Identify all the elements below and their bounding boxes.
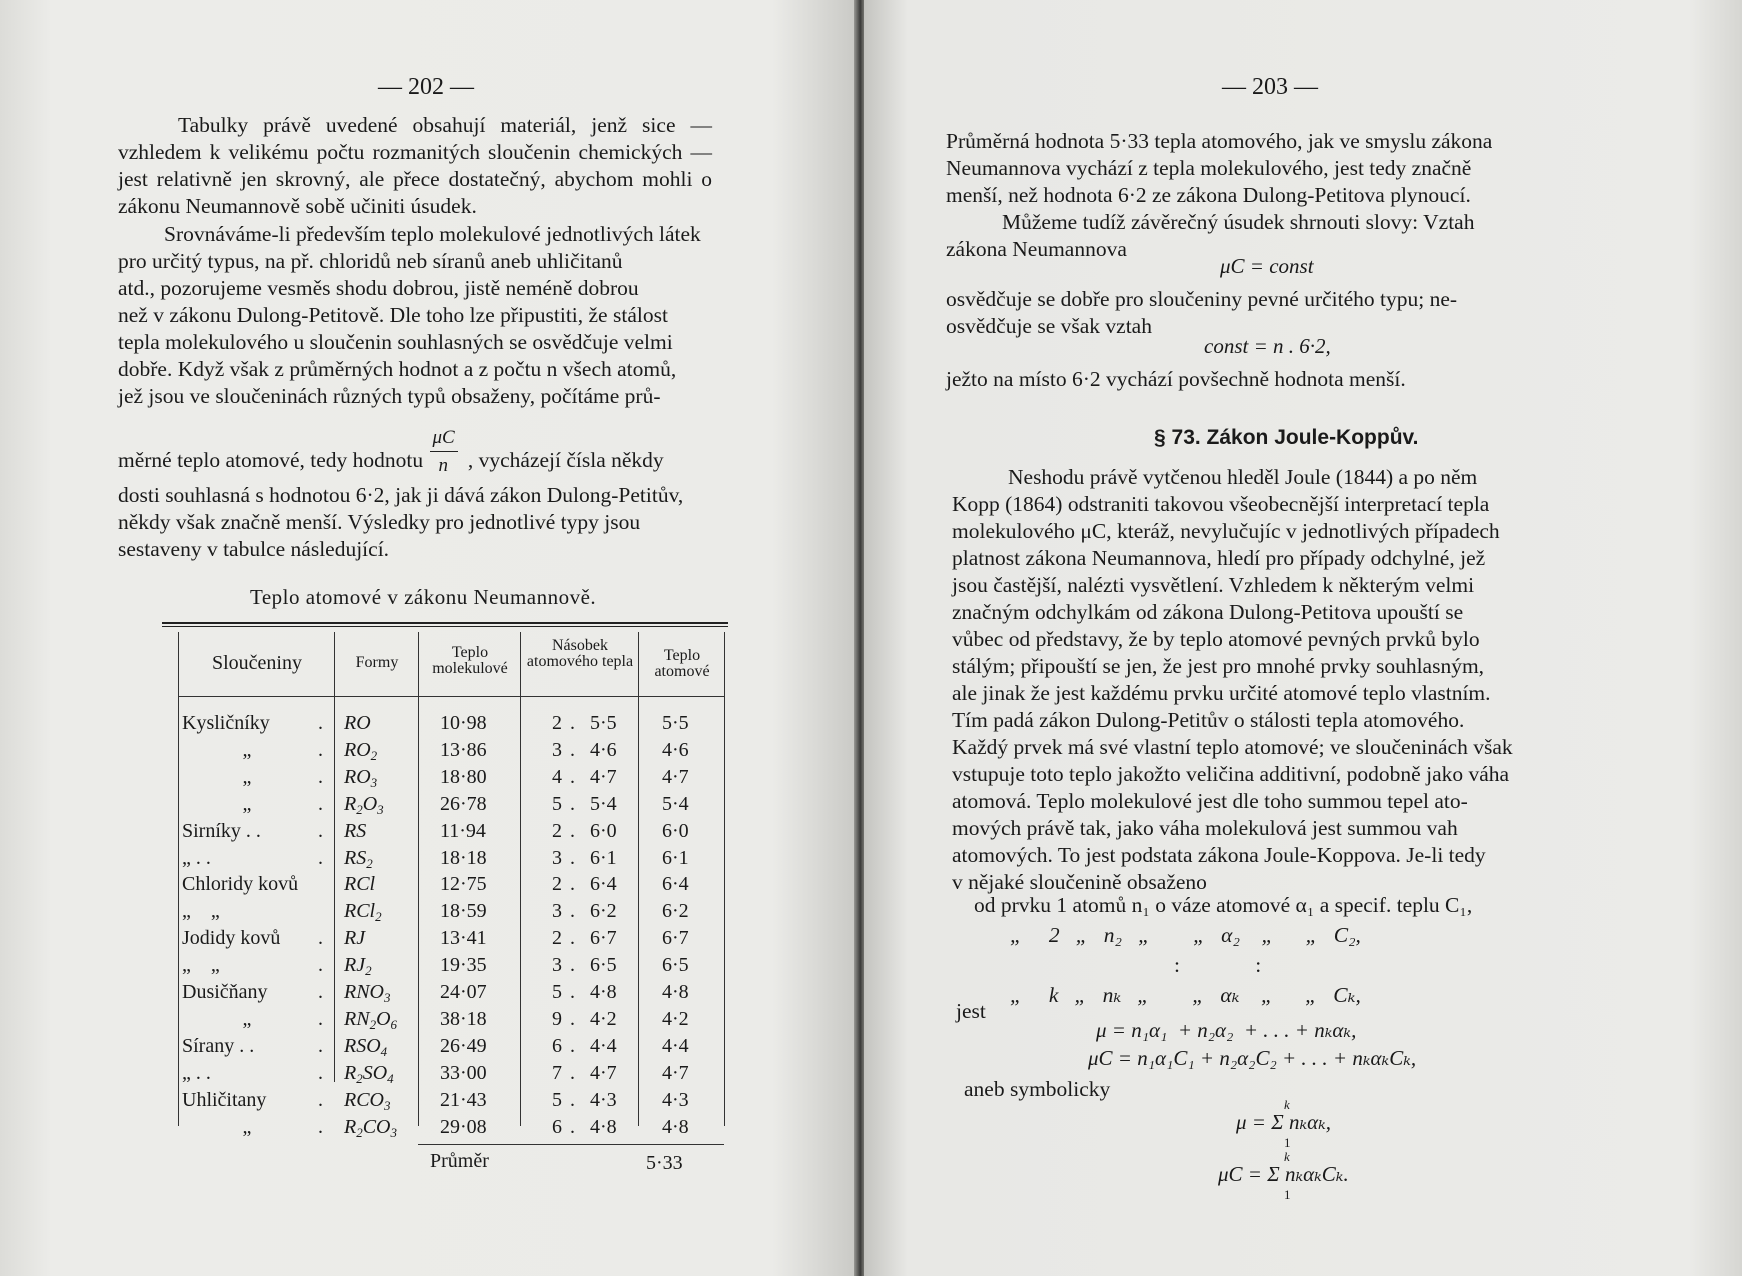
section-heading: § 73. Zákon Joule-Koppův.: [1154, 426, 1419, 449]
table-cell-multiplier: 4·7: [590, 1061, 617, 1084]
table-cell-atomic-heat: 4·4: [662, 1034, 689, 1057]
table-cell-multiplier: 6·7: [590, 927, 617, 950]
list-dots: : :: [1174, 953, 1262, 977]
table-cell-multiplier-n: 3: [552, 846, 562, 869]
paragraph: [118, 482, 712, 563]
table-cell-multiplier-n: 3: [552, 954, 562, 977]
paragraph: [952, 464, 1548, 896]
table-cell-compound: „: [242, 1115, 252, 1138]
table-cell-multiplier: 4·2: [590, 1007, 617, 1030]
table-border: [520, 632, 521, 1126]
text-line: dobře. Když však z průměrných hodnot a z počtu n všech atomů,: [118, 357, 677, 381]
table-cell-dot: .: [318, 712, 323, 734]
table-cell-molecular-heat: 13·86: [440, 738, 487, 761]
table-cell-compound: „: [242, 738, 252, 761]
table-cell-molecular-heat: 13·41: [440, 927, 487, 950]
table-cell-atomic-heat: 4·2: [662, 1007, 689, 1030]
table-cell-sep: .: [570, 954, 575, 977]
table-header: Formy: [355, 654, 399, 671]
table-cell-multiplier: 6·4: [590, 873, 617, 896]
text-line: někdy však značně menší. Výsledky pro jednotlivé typy jsou: [118, 510, 641, 534]
table-cell-multiplier: 4·4: [590, 1034, 617, 1057]
text-line: vstupuje toto teplo jakožto veličina additivní, podobně jako váha: [952, 762, 1510, 786]
text-line: molekulového μC, kteráž, nevylučujíc v jednotlivých případech: [952, 519, 1500, 543]
text-line: ale jinak že jest každému prvku určité atomové teplo vlastním.: [952, 681, 1491, 705]
table-cell-sep: .: [570, 1034, 575, 1057]
table-cell-sep: .: [570, 712, 575, 734]
table-cell-molecular-heat: 29·08: [440, 1115, 487, 1138]
table-cell-molecular-heat: 18·59: [440, 900, 487, 923]
text-line: stálým; připouští se jen, že jest pro mnohé prvky souhlasným,: [952, 654, 1485, 678]
table-cell-compound: Sirníky . .: [182, 819, 261, 842]
text-line: Tím padá zákon Dulong-Petitův o stálosti tepla atomového.: [952, 708, 1465, 732]
table-cell-dot: .: [318, 1007, 323, 1030]
text-line: v nějaké sloučenině obsaženo: [952, 870, 1207, 894]
table-cell-sep: .: [570, 846, 575, 869]
table-cell-multiplier: 6·1: [590, 846, 617, 869]
table-cell-compound: „: [242, 1007, 252, 1030]
sum-limit: k: [1284, 1149, 1290, 1164]
table-cell-molecular-heat: 11·94: [440, 819, 486, 842]
list-line: „ k „ nₖ „ „ αₖ „ „ Cₖ,: [1010, 983, 1361, 1007]
table-cell-atomic-heat: 4·6: [662, 738, 689, 761]
fraction-numerator: μC: [432, 427, 455, 448]
table-cell-compound: „ . .: [182, 846, 211, 869]
table-cell-dot: .: [318, 846, 323, 869]
table-cell-form: $R_2CO_3$: [344, 1115, 398, 1140]
text-line: Průměrná hodnota 5·33 tepla atomového, jak ve smyslu zákona: [946, 129, 1493, 153]
table-cell-sep: .: [570, 873, 575, 896]
left-page: [0, 0, 858, 1276]
table-cell-sep: .: [570, 1115, 575, 1138]
table-cell-multiplier-n: 2: [552, 873, 562, 896]
list-line: „ 2 „ n₂ „ „ α₂ „ „ C₂,: [1010, 923, 1361, 947]
table-cell-dot: .: [318, 765, 323, 788]
text-line: osvědčuje se dobře pro sloučeniny pevné určitého typu; ne-: [946, 287, 1458, 311]
text-line: ježto na místo 6·2 vychází povšechně hodnota menší.: [946, 367, 1406, 391]
table-cell-dot: .: [318, 819, 323, 842]
table-cell-molecular-heat: 18·18: [440, 846, 487, 869]
text-line: sestaveny v tabulce následující.: [118, 537, 390, 561]
table-cell-atomic-heat: 4·8: [662, 981, 689, 1003]
sum-limit: 1: [1284, 1135, 1291, 1150]
table-cell-sep: .: [570, 1061, 575, 1084]
table-cell-compound: Chloridy kovů: [182, 873, 299, 896]
table-cell-multiplier: 4·8: [590, 981, 617, 1003]
table-cell-form: RO: [344, 712, 371, 734]
table-cell-dot: .: [318, 1115, 323, 1138]
text-line: tepla molekulového u sloučenin souhlasných se osvědčuje velmi: [118, 330, 673, 354]
table-cell-form: RS: [344, 819, 367, 842]
paragraph: [946, 286, 1538, 340]
table-cell-multiplier-n: 2: [552, 819, 562, 842]
table-header: Teplo atomové: [654, 647, 710, 680]
text-line: menší, než hodnota 6·2 ze zákona Dulong-Petitova plynoucí.: [946, 183, 1471, 207]
table-border: [724, 632, 725, 1126]
text-line: atomových. To jest podstata zákona Joule-Koppova. Je-li tedy: [952, 843, 1486, 867]
table-cell-molecular-heat: 18·80: [440, 765, 487, 788]
sum-limit: k: [1284, 1097, 1290, 1112]
table-cell-dot: .: [318, 1088, 323, 1111]
table-cell-multiplier-n: 9: [552, 1007, 562, 1030]
text-line: Neumannova vychází z tepla molekulového, jest tedy značně: [946, 156, 1472, 180]
table-cell-dot: .: [318, 927, 323, 950]
table-cell-multiplier-n: 7: [552, 1061, 562, 1084]
table-cell-sep: .: [570, 1007, 575, 1030]
table-cell-atomic-heat: 4·3: [662, 1088, 689, 1111]
table-cell-compound: „: [242, 792, 252, 815]
table-header: Teplo molekulové: [432, 644, 508, 677]
text-line: pro určitý typus, na př. chloridů neb síranů aneb uhličitanů: [118, 249, 623, 273]
table-cell-multiplier: 6·0: [590, 819, 617, 842]
text-line: Srovnáváme-li především teplo molekulové jednotlivých látek: [164, 222, 701, 246]
text-line: jsou častější, nalézti vysvětlení. Vzhledem k některým velmi: [952, 573, 1475, 597]
table-cell-atomic-heat: 4·7: [662, 1061, 689, 1084]
table-cell-form: $R_2SO_4$: [344, 1061, 394, 1086]
table-cell-atomic-heat: 6·7: [662, 927, 689, 950]
table-header: Násobek atomového tepla: [526, 637, 634, 670]
label: jest: [956, 999, 986, 1023]
text-line: Kopp (1864) odstraniti takovou všeobecnější interpretací tepla: [952, 492, 1490, 516]
table-cell-atomic-heat: 4·7: [662, 765, 689, 788]
table-cell-multiplier-n: 5: [552, 792, 562, 815]
table-cell-form: $RS_2$: [344, 846, 373, 871]
table-cell-multiplier-n: 3: [552, 900, 562, 923]
table-cell-form: $RNO_3$: [344, 981, 391, 1005]
table-cell-form: $RSO_4$: [344, 1034, 388, 1059]
text-line: dosti souhlasná s hodnotou 6·2, jak ji dává zákon Dulong-Petitův,: [118, 483, 684, 507]
table-cell-compound: Jodidy kovů: [182, 927, 281, 950]
table-cell-multiplier-n: 6: [552, 1034, 562, 1057]
table-cell-form: RCl$_2$: [344, 900, 382, 925]
table-cell-molecular-heat: 38·18: [440, 1007, 487, 1030]
table-header-rule: [178, 696, 724, 697]
table-cell-multiplier-n: 5: [552, 981, 562, 1003]
table-cell-sep: .: [570, 819, 575, 842]
table-cell-form: $RN_2O_6$: [344, 1007, 398, 1032]
table-cell-compound: „ „: [182, 900, 220, 923]
table-cell-atomic-heat: 6·4: [662, 873, 689, 896]
table-cell-multiplier-n: 2: [552, 927, 562, 950]
table-cell-form: $RJ_2$: [344, 954, 372, 979]
table-cell-molecular-heat: 12·75: [440, 873, 487, 896]
table-cell-multiplier-n: 4: [552, 765, 562, 788]
page-number: — 202 —: [378, 74, 474, 100]
table-border: [418, 632, 419, 1126]
table-cell-sep: .: [570, 900, 575, 923]
page-number: — 203 —: [1222, 74, 1318, 100]
table-cell-dot: .: [318, 1034, 323, 1057]
right-page: [864, 0, 1742, 1276]
table-cell-atomic-heat: 6·1: [662, 846, 689, 869]
table-border: [638, 632, 639, 1126]
text-line: , vycházejí čísla někdy: [467, 448, 664, 472]
table-cell-multiplier-n: 6: [552, 1115, 562, 1138]
table-cell-molecular-heat: 26·49: [440, 1034, 487, 1057]
table-cell-compound: Kysličníky: [182, 712, 270, 734]
text-line: vůbec od představy, že by teplo atomové pevných prvků bylo: [952, 627, 1480, 651]
table-cell-atomic-heat: 4·8: [662, 1115, 689, 1138]
fraction-denominator: n: [438, 455, 448, 476]
paragraph: [118, 221, 712, 410]
table-cell-multiplier-n: 3: [552, 738, 562, 761]
equation: μC = n₁α₁C₁ + n₂α₂C₂ + . . . + nₖαₖCₖ,: [1088, 1046, 1417, 1070]
table-cell-compound: Uhličitany: [182, 1088, 267, 1111]
text-line: značným odchylkám od zákona Dulong-Petitova upouští se: [952, 600, 1464, 624]
table-header: Sloučeniny: [212, 652, 302, 674]
table-cell-sep: .: [570, 792, 575, 815]
table-cell-molecular-heat: 10·98: [440, 712, 487, 734]
table-cell-sep: .: [570, 927, 575, 950]
table-cell-atomic-heat: 6·0: [662, 819, 689, 842]
table-cell-form: $RO_2$: [344, 738, 378, 763]
table-cell-molecular-heat: 19·35: [440, 954, 487, 977]
table-cell-form: $RO_3$: [344, 765, 378, 790]
paragraph: [946, 128, 1538, 263]
table-cell-dot: .: [318, 981, 323, 1003]
table-cell-compound: „: [242, 765, 252, 788]
table-cell-multiplier: 5·4: [590, 792, 617, 815]
table-cell-dot: .: [318, 1061, 323, 1084]
table-cell-compound: „ „: [182, 954, 220, 977]
text-line: Neshodu právě vytčenou hleděl Joule (1844) a po něm: [1008, 465, 1478, 489]
table-cell-atomic-heat: 6·2: [662, 900, 689, 923]
text-line: zákona Neumannova: [946, 237, 1127, 261]
table-cell-sep: .: [570, 1088, 575, 1111]
table-cell-multiplier: 5·5: [590, 712, 617, 734]
table-cell-atomic-heat: 5·4: [662, 792, 689, 815]
equation: μC = const: [1220, 254, 1314, 278]
table-cell-compound: Dusičňany: [182, 981, 268, 1003]
table-cell-form: RCl: [344, 873, 376, 896]
table-cell-dot: .: [318, 738, 323, 761]
table-cell-molecular-heat: 21·43: [440, 1088, 487, 1111]
text-line: mových právě tak, jako váha molekulová jest summou vah: [952, 816, 1458, 840]
text-line: jež jsou ve sloučeninách různých typů obsaženy, počítáme prů-: [118, 384, 661, 408]
text-line: Každý prvek má své vlastní teplo atomové; ve sloučeninách však: [952, 735, 1513, 759]
text-line: Můžeme tudíž závěrečný úsudek shrnouti slovy: Vztah: [1002, 210, 1475, 234]
table-caption: Teplo atomové v zákonu Neumannově.: [250, 585, 597, 609]
table-cell-multiplier: 4·8: [590, 1115, 617, 1138]
table-top-rule: [162, 622, 728, 627]
equation: μC = Σ nₖαₖCₖ.: [1218, 1162, 1349, 1186]
equation: μ = n₁α₁ + n₂α₂ + . . . + nₖαₖ,: [1096, 1018, 1357, 1042]
table-cell-sep: .: [570, 981, 575, 1003]
table-cell-form: $RCO_3$: [344, 1088, 391, 1113]
table-cell-dot: .: [318, 792, 323, 815]
table-footer-value: 5·33: [646, 1152, 683, 1174]
table-cell-sep: .: [570, 765, 575, 788]
table-cell-multiplier: 6·2: [590, 900, 617, 923]
text-line: osvědčuje se však vztah: [946, 314, 1152, 338]
table-cell-sep: .: [570, 738, 575, 761]
table-footer-label: Průměr: [430, 1150, 489, 1172]
table-cell-multiplier: 4·3: [590, 1088, 617, 1111]
table-cell-multiplier-n: 5: [552, 1088, 562, 1111]
table-cell-molecular-heat: 26·78: [440, 792, 487, 815]
equation: const = n . 6·2,: [1204, 334, 1331, 358]
table-border: [334, 632, 335, 1082]
table-cell-molecular-heat: 24·07: [440, 981, 487, 1003]
sum-limit: 1: [1284, 1187, 1291, 1202]
text-line: než v zákonu Dulong-Petitově. Dle toho lze připustiti, že stálost: [118, 303, 668, 327]
text-line: měrné teplo atomové, tedy hodnotu: [118, 448, 424, 472]
table-cell-dot: .: [318, 954, 323, 977]
table-cell-atomic-heat: 5·5: [662, 712, 689, 734]
list-line: od prvku 1 atomů n₁ o váze atomové α₁ a specif. teplu C₁,: [974, 893, 1473, 917]
paragraph: Tabulky právě uvedené obsahují materiál, jenž sice — vzhledem k velikému počtu rozmanitých sloučenin chemických — jest relativně jen skrovný, ale přece dostatečný, abychom mohli o zákonu Neumannově sobě učiniti úsudek.: [118, 113, 712, 218]
table-cell-multiplier: 4·6: [590, 738, 617, 761]
table-cell-multiplier-n: 2: [552, 712, 562, 734]
table-cell-atomic-heat: 6·5: [662, 954, 689, 977]
table-cell-form: $R_2O_3$: [344, 792, 384, 817]
text-line: atomová. Teplo molekulové jest dle toho summou tepel ato-: [952, 789, 1468, 813]
table-border: [178, 632, 179, 1126]
table-cell-compound: „ . .: [182, 1061, 211, 1084]
table-cell-compound: Sírany . .: [182, 1034, 255, 1057]
label: aneb symbolicky: [964, 1077, 1111, 1101]
table-footer-rule: [418, 1144, 724, 1145]
table-cell-form: RJ: [344, 927, 366, 950]
table-cell-multiplier: 6·5: [590, 954, 617, 977]
text-line: atd., pozorujeme vesměs shodu dobrou, jistě neméně dobrou: [118, 276, 639, 300]
text-line: platnost zákona Neumannova, hledí pro případy odchylné, jež: [952, 546, 1486, 570]
table-cell-molecular-heat: 33·00: [440, 1061, 487, 1084]
equation: μ = Σ nₖαₖ,: [1236, 1110, 1332, 1134]
table-cell-multiplier: 4·7: [590, 765, 617, 788]
